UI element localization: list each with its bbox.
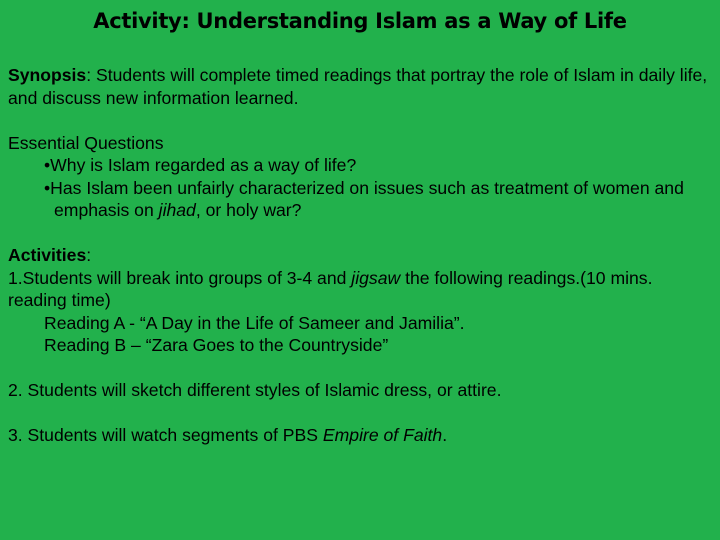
question-text: , or holy war? (195, 200, 302, 220)
bullet-icon: • (44, 177, 51, 198)
activities-label-suffix: : (86, 245, 92, 265)
spacer (8, 109, 708, 132)
question-text: Has Islam been unfairly characterized on issues such as treatment of women and emphasis on (50, 177, 684, 220)
spacer (8, 357, 708, 380)
question-text: Why is Islam regarded as a way of life? (50, 155, 357, 175)
slide-title: Activity: Understanding Islam as a Way of Life (93, 9, 627, 33)
activity-italic-term: Empire of Faith (322, 425, 443, 445)
reading-a: Reading A - “A Day in the Life of Sameer and Jamilia”. (44, 312, 465, 333)
activity-item-3 (8, 424, 708, 447)
essential-questions-list (8, 154, 708, 222)
spacer (8, 402, 708, 425)
activity-text: 1.Students will break into groups of 3-4 and (8, 267, 352, 288)
activity-item-2: 2. Students will sketch different styles of Islamic dress, or attire. (8, 380, 502, 400)
activities-heading (8, 244, 708, 267)
activity-text: 3. Students will watch segments of PBS (8, 425, 323, 445)
activity-text: the following readings.(10 mins. reading time) (8, 267, 653, 310)
activity-italic-term: jigsaw (351, 267, 401, 288)
question-item (44, 177, 708, 222)
activity-text: . (442, 425, 448, 445)
question-italic-term: jihad (158, 200, 196, 220)
spacer (8, 222, 708, 245)
reading-b: Reading B – “Zara Goes to the Countryside” (44, 335, 389, 355)
essential-questions-heading: Essential Questions (8, 132, 164, 153)
synopsis-paragraph (8, 64, 708, 109)
slide-body (8, 64, 708, 447)
activities-label: Activities (8, 245, 87, 265)
activity-item-1 (8, 267, 708, 312)
synopsis-label: Synopsis (8, 65, 87, 85)
question-item (44, 154, 708, 177)
bullet-icon: • (44, 155, 51, 175)
synopsis-text: : Students will complete timed readings that portray the role of Islam in daily life, and discuss new information learned. (8, 65, 708, 108)
